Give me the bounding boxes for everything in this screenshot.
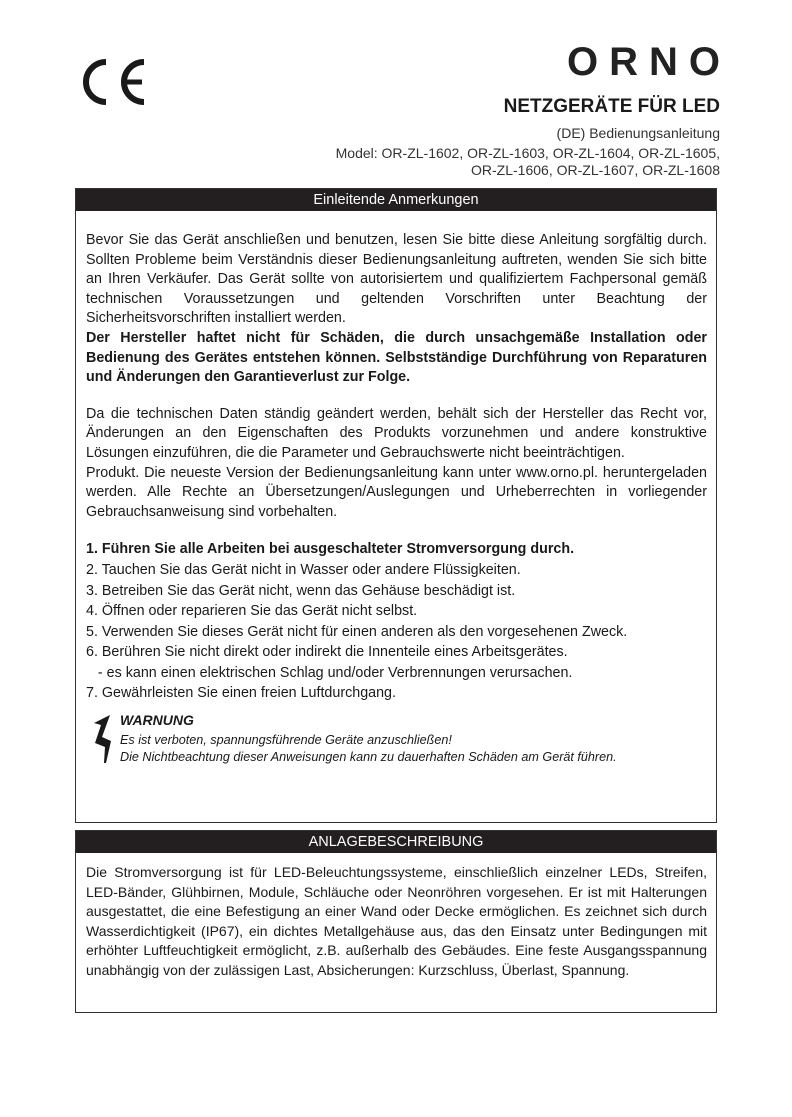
list-item: 2. Tauchen Sie das Gerät nicht in Wasser oder andere Flüssigkeiten.: [86, 561, 521, 578]
warning-title: WARNUNG: [120, 712, 194, 729]
description-text: Die Stromversorgung ist für LED-Beleuchtungssysteme, einschließlich einzelner LEDs, Streifen, LED-Bänder, Glühbirnen, Module, Schläuche oder Neonröhren vorgesehen. Er ist mit Halterungen ausgestattet, die eine Befestigung an einer Wand oder Decke ermöglichen. Es zeichnet sich durch Wasserdichtigkeit (IP67), ein dichtes Metallgehäuse aus, das den Einsatz unter Bedingungen mit erhöhter Luftfeuchtigkeit ermöglicht, z.B. außerhalb des Gebäudes. Eine feste Ausgangsspannung unabhängig von der zulässigen Last, Absicherungen: Kurzschluss, Überlast, Spannung.: [86, 864, 707, 978]
model-list: [336, 145, 720, 179]
list-item: 7. Gewährleisten Sie einen freien Luftdurchgang.: [86, 685, 396, 702]
description-heading: ANLAGEBESCHREIBUNG: [76, 831, 716, 853]
intro-heading: Einleitende Anmerkungen: [76, 189, 716, 211]
intro-paragraph-2: Da die technischen Daten ständig geändert werden, behält sich der Hersteller das Recht vor, Änderungen an den Eigenschaften des Produkts vorzunehmen und andere konstruktive Lösungen einzuführen, die die Parameter und Gebrauchswerte nicht beeinträchtigen.: [86, 405, 707, 461]
list-item: 1. Führen Sie alle Arbeiten bei ausgeschalteter Stromversorgung durch.: [86, 541, 575, 558]
model-line-1: Model: OR-ZL-1602, OR-ZL-1603, OR-ZL-1604, OR-ZL-1605,: [335, 145, 720, 161]
brand-logo: ORNO: [567, 40, 731, 84]
document-subtitle: (DE) Bedienungsanleitung: [556, 125, 720, 141]
list-item: 4. Öffnen oder reparieren Sie das Gerät nicht selbst.: [86, 603, 418, 620]
list-item: - es kann einen elektrischen Schlag und/oder Verbrennungen verursachen.: [86, 664, 573, 681]
lightning-warning-icon: [92, 713, 114, 765]
document-title: NETZGERÄTE FÜR LED: [503, 96, 720, 117]
model-line-2: OR-ZL-1606, OR-ZL-1607, OR-ZL-1608: [471, 162, 720, 178]
intro-section: [75, 188, 717, 823]
list-item: 6. Berühren Sie nicht direkt oder indirekt die Innenteile eines Arbeitsgerätes.: [86, 644, 568, 661]
warning-line-1: Es ist verboten, spannungsführende Geräte anzuschließen!: [120, 733, 452, 748]
list-item: 3. Betreiben Sie das Gerät nicht, wenn das Gehäuse beschädigt ist.: [86, 582, 516, 599]
liability-notice: Der Hersteller haftet nicht für Schäden, die durch unsachgemäße Installation oder Bedienung des Gerätes entstehen können. Selbstständige Durchführung von Reparaturen und Änderungen den Garantieverlust zur Folge.: [86, 329, 707, 386]
intro-paragraph-3: Produkt. Die neueste Version der Bedienungsanleitung kann unter www.orno.pl. heruntergeladen werden. Alle Rechte an Übersetzungen/Auslegungen und Urheberrechten in vorliegender Gebrauchsanweisung sind vorbehalten.: [86, 464, 707, 520]
ce-mark-logo: [76, 56, 150, 108]
warning-line-2: Die Nichtbeachtung dieser Anweisungen kann zu dauerhaften Schäden am Gerät führen.: [120, 750, 617, 765]
description-section: [75, 830, 717, 1013]
warning-block: [86, 711, 707, 767]
list-item: 5. Verwenden Sie dieses Gerät nicht für einen anderen als den vorgesehenen Zweck.: [86, 623, 628, 640]
intro-paragraph-1: Bevor Sie das Gerät anschließen und benutzen, lesen Sie bitte diese Anleitung sorgfältig durch. Sollten Probleme beim Verständnis dieser Bedienungsanleitung auftreten, wenden Sie sich bitte an Ihren Verkäufer. Das Gerät sollte von autorisiertem und qualifiziertem Fachpersonal gemäß technischen Voraussetzungen und geltenden Vorschriften unter Beachtung der Sicherheitsvorschriften installiert werden.: [86, 232, 707, 327]
safety-list: [86, 539, 707, 704]
